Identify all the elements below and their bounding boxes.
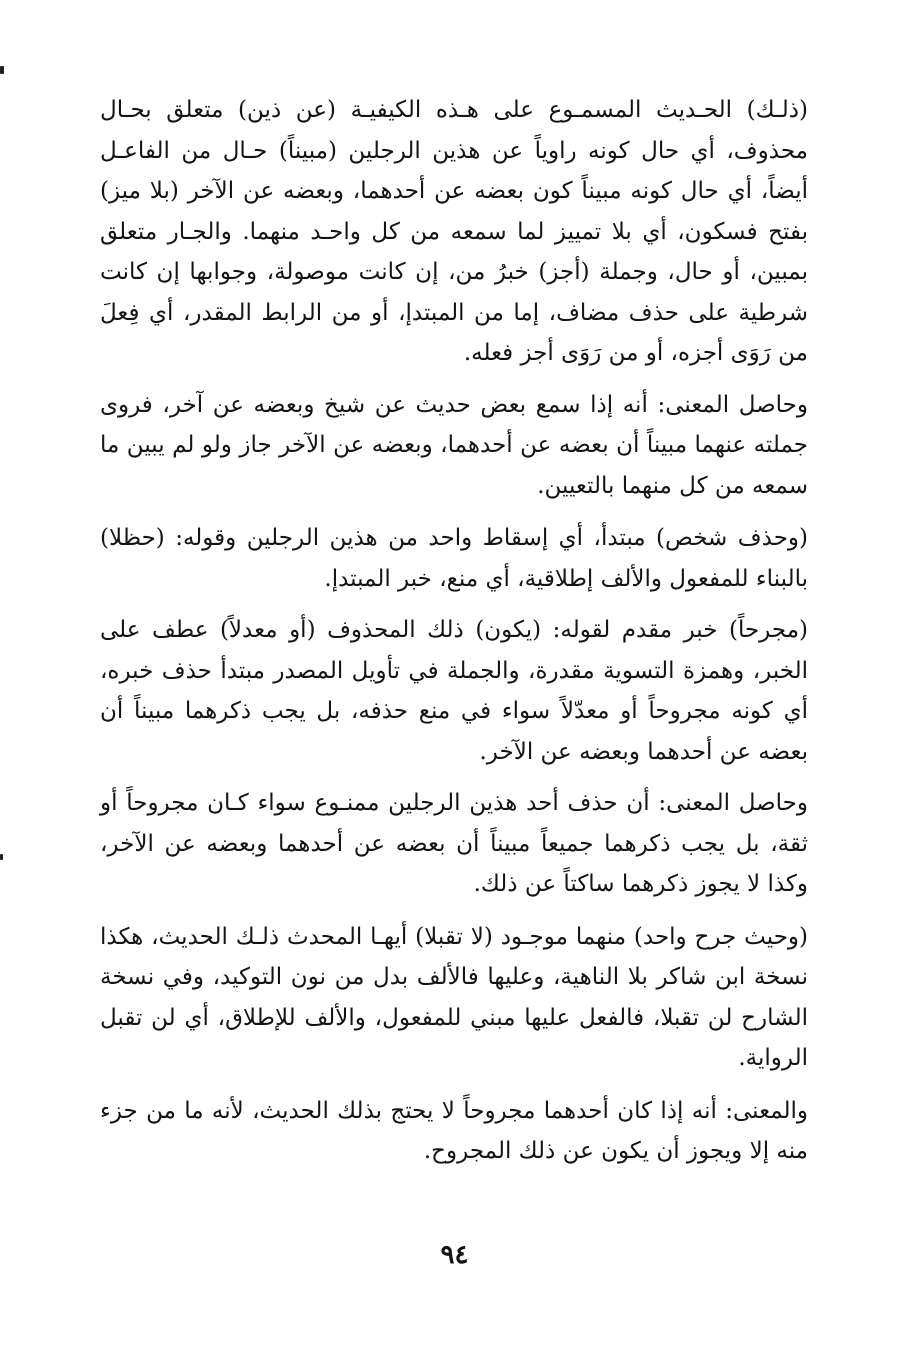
paragraph-5: وحاصل المعنى: أن حذف أحد هذين الرجلين ممنـوع سواء كـان مجروحاً أو ثقة، بل يجب ذكرهما جميعاً مبيناً أن بعضه عن أحدهما وبعضه عن الآخر، وكذا لا يجوز ذكرهما ساكتاً عن ذلك. <box>100 790 808 897</box>
paragraph-2: وحاصل المعنى: أنه إذا سمع بعض حديث عن شيخ وبعضه عن آخر، فروى جملته عنهما مبيناً أن بعضه عن أحدهما، وبعضه عن الآخر جاز ولو لم يبين ما سمعه من كل منهما بالتعيين. <box>100 391 808 499</box>
paragraph-4: (مجرحاً) خبر مقدم لقوله: (يكون) ذلك المحذوف (أو معدلاً) عطف على الخبر، وهمزة التسوية مقدرة، والجملة في تأويل المصدر مبتدأ حذف خبره، أي كونه مجروحاً أو معدّلاً سواء في منع حذفه، بل يجب ذكرهما مبيناً أن بعضه عن أحدهما وبعضه عن الآخر. <box>100 617 808 765</box>
paragraph-1: (ذلـك) الحـديث المسمـوع على هـذه الكيفيـة (عن ذين) متعلق بحـال محذوف، أي حال كونه راوياً عن هذين الرجلين (مبيناً) حـال من الفاعـل أيضاً، أي حال كونه مبيناً كون بعضه عن أحدهما، وبعضه عن الآخر (بلا ميز) بفتح فسكون، أي بلا تمييز لما سمعه من كل واحـد منهما. والجـار متعلق بمبين، أو حال، وجملة (أجز) خبرُ من، إن كانت موصولة، وجوابها إن كانت شرطية على حذف مضاف، إما من المبتدإ، أو من الرابط المقدر، أي فِعلَ من رَوَى أجزه، أو من رَوَى أجز فعله. <box>100 97 808 366</box>
body-text <box>100 90 808 1172</box>
paragraph-7: والمعنى: أنه إذا كان أحدهما مجروحاً لا يحتج بذلك الحديث، لأنه ما من جزء منه إلا ويجوز أن يكون عن ذلك المجروح. <box>100 1097 808 1164</box>
margin-mark-middle <box>0 854 3 860</box>
paragraph-3: (وحذف شخص) مبتدأ، أي إسقاط واحد من هذين الرجلين وقوله: (حظلا) بالبناء للمفعول والألف إطلاقية، أي منع، خبر المبتدإ. <box>100 525 808 592</box>
margin-mark-top <box>0 66 4 74</box>
page-number: ٩٤ <box>440 1240 469 1270</box>
paragraph-6: (وحيث جرح واحد) منهما موجـود (لا تقبلا) أيهـا المحدث ذلـك الحديث، هكذا نسخة ابن شاكر بلا الناهية، وعليها فالألف بدل من نون التوكيد، وفي نسخة الشارح لن تقبلا، فالفعل عليها مبني للمفعول، والألف للإطلاق، أي لن تقبل الرواية. <box>100 923 808 1071</box>
